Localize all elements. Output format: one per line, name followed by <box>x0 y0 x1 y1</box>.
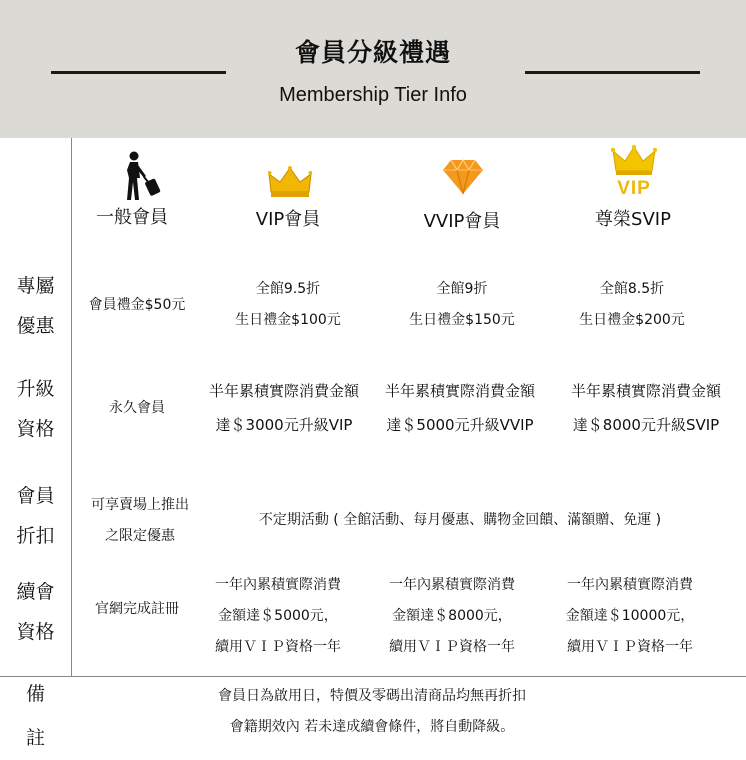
cell-benefits-vip: 全館9.5折 生日禮金$100元 <box>235 281 341 328</box>
row-label-benefits: 專屬 優惠 <box>16 275 55 337</box>
cell-discount-others: 不定期活動 ( 全館活動、每月優惠、購物金回饋、滿額贈、免運 ) <box>258 512 662 528</box>
cell-renewal-vip: 一年內累積實際消費 金額達＄5000元， 續用ＶＩＰ資格一年 <box>215 577 341 655</box>
header-band <box>0 0 746 138</box>
cell-upgrade-vip: 半年累積實際消費金額 達＄3000元升級VIP <box>208 382 359 434</box>
notes-text: 會員日為啟用日，特價及零碼出清商品均無再折扣 會籍期效內 若未達成續會條件，將自動降級。 <box>218 688 526 735</box>
diamond-icon <box>441 158 485 200</box>
notes-divider <box>0 676 746 677</box>
header-rule-right <box>525 71 700 74</box>
cell-upgrade-vvip: 半年累積實際消費金額 達＄5000元升級VVIP <box>384 382 535 434</box>
tier-name-general: 一般會員 <box>96 207 168 228</box>
header-rule-left <box>51 71 226 74</box>
page-subtitle: Membership Tier Info <box>279 84 467 106</box>
page-title: 會員分級禮遇 <box>294 38 451 67</box>
row-label-discount: 會員 折扣 <box>16 485 55 547</box>
cell-upgrade-svip: 半年累積實際消費金額 達＄8000元升級SVIP <box>570 382 721 434</box>
tier-name-vip: VIP會員 <box>255 209 321 230</box>
cell-renewal-svip: 一年內累積實際消費 金額達＄10000元， 續用ＶＩＰ資格一年 <box>565 577 695 655</box>
vip-badge-text: VIP <box>617 178 651 199</box>
cell-discount-general: 可享賣場上推出 之限定優惠 <box>91 497 189 544</box>
cell-benefits-vvip: 全館9折 生日禮金$150元 <box>409 281 515 328</box>
tier-name-svip: 尊榮SVIP <box>595 209 671 230</box>
cell-renewal-general: 官網完成註冊 <box>95 601 179 617</box>
tier-name-vvip: VVIP會員 <box>423 211 501 232</box>
cell-renewal-vvip: 一年內累積實際消費 金額達＄8000元， 續用ＶＩＰ資格一年 <box>389 577 515 655</box>
crown-icon <box>268 166 312 202</box>
row-label-upgrade: 升級 資格 <box>16 378 55 440</box>
vip-crown-icon <box>611 145 657 207</box>
cell-benefits-svip: 全館8.5折 生日禮金$200元 <box>579 281 685 328</box>
row-label-notes: 備 註 <box>25 683 45 749</box>
cell-benefits-general: 會員禮金$50元 <box>88 297 186 313</box>
traveler-luggage-icon <box>122 150 166 206</box>
cell-upgrade-general: 永久會員 <box>109 400 165 416</box>
row-label-renewal: 續會 資格 <box>16 581 55 643</box>
